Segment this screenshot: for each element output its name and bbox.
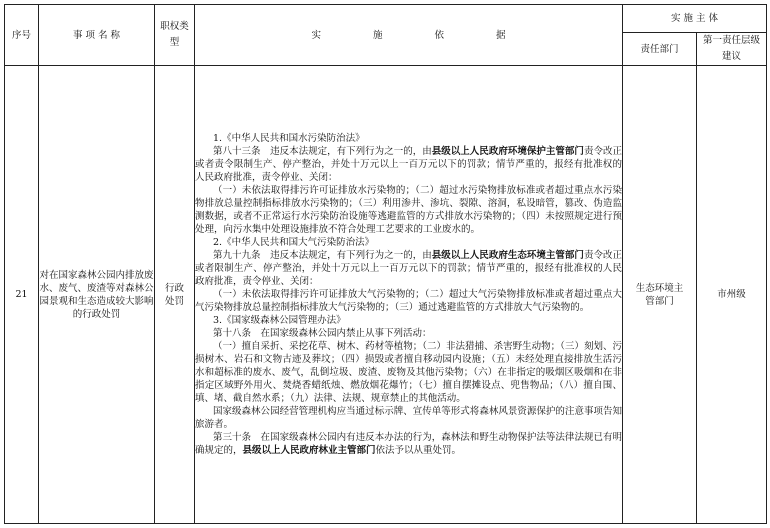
header-basis-char: 依 <box>434 29 445 41</box>
law1-paragraph: 第八十三条 违反本法规定，有下列行为之一的，由县级以上人民政府环境保护主管部门责令改正或者责令限制生产、停产整治，并处十万元以上一百万元以下的罚款；情节严重的，报经有批准权的人民政府批准，责令停业、关闭： <box>195 146 622 183</box>
row-seq: 21 <box>5 66 39 524</box>
header-dept: 责任部门 <box>623 33 697 66</box>
law3-items: （一）擅自采折、采挖花草、树木、药材等植物；（二）非法猎捕、杀害野生动物；（三）刻划、污损树木、岩石和文物古迹及葬坟；（四）损毁或者擅自移动园内设施；（五）未经处理直接排放生活污水和超标准的废水、废气，乱倒垃圾、废渣、废物及其他污染物；（六）在非指定的吸烟区吸烟和在非指定区域野外用火、焚烧香蜡纸烛、燃放烟花爆竹；（七）擅自摆摊设点、兜售物品；（八）擅自围、填、堵、截自然水系；（九）法律、法规、规章禁止的其他活动。 <box>195 341 622 404</box>
row-category: 行政处罚 <box>155 66 195 524</box>
law3-title: 3.《国家级森林公园管理办法》 <box>213 315 346 326</box>
header-category: 职权类型 <box>155 5 195 66</box>
row-item-name: 对在国家森林公园内排放废水、废气、废渣等对森林公园景观和生态造成较大影响的行政处罚 <box>39 66 155 524</box>
header-seq: 序号 <box>5 5 39 66</box>
authority-table <box>4 4 767 524</box>
row-basis <box>195 66 623 524</box>
header-basis <box>195 5 623 66</box>
law3-paragraph: 第十八条 在国家级森林公园内禁止从事下列活动： <box>213 328 432 339</box>
header-item-name: 事 项 名 称 <box>39 5 155 66</box>
header-basis-char: 据 <box>496 29 506 41</box>
header-basis-char: 施 <box>372 29 383 41</box>
law2-title: 2.《中华人民共和国大气污染防治法》 <box>213 237 375 248</box>
header-level: 第一责任层级建议 <box>697 33 767 66</box>
header-basis-char: 实 <box>311 29 321 41</box>
law3-penalty: 第三十条 在国家级森林公园内有违反本办法的行为，森林法和野生动物保护法等法律法规已有明确规定的，县级以上人民政府林业主管部门依法予以从重处罚。 <box>195 432 622 456</box>
law2-paragraph: 第九十九条 违反本法规定，有下列行为之一的，由县级以上人民政府生态环境主管部门责令改正或者限制生产、停产整治，并处十万元以上一百万元以下的罚款；情节严重的，报经有批准权的人民政府批准，责令停业、关闭： <box>195 250 622 287</box>
law3-notice: 国家级森林公园经营管理机构应当通过标示牌、宣传单等形式将森林风景资源保护的注意事项告知旅游者。 <box>195 406 622 430</box>
law1-title: 1.《中华人民共和国水污染防治法》 <box>213 133 365 144</box>
row-level: 市州级 <box>697 66 767 524</box>
table-row <box>5 66 767 524</box>
header-subject: 实 施 主 体 <box>623 5 767 33</box>
law1-items: （一）未依法取得排污许可证排放水污染物的；（二）超过水污染物排放标准或者超过重点水污染物排放总量控制指标排放水污染物的；（三）利用渗井、渗坑、裂隙、溶洞，私设暗管，篡改、伪造监测数据，或者不正常运行水污染防治设施等逃避监管的方式排放水污染物的；（四）未按照规定进行预处理，向污水集中处理设施排放不符合处理工艺要求的工业废水的。 <box>195 185 622 235</box>
row-dept: 生态环境主管部门 <box>623 66 697 524</box>
law2-items: （一）未依法取得排污许可证排放大气污染物的；（二）超过大气污染物排放标准或者超过重点大气污染物排放总量控制指标排放大气污染物的；（三）通过逃避监管的方式排放大气污染物的。 <box>195 289 622 313</box>
